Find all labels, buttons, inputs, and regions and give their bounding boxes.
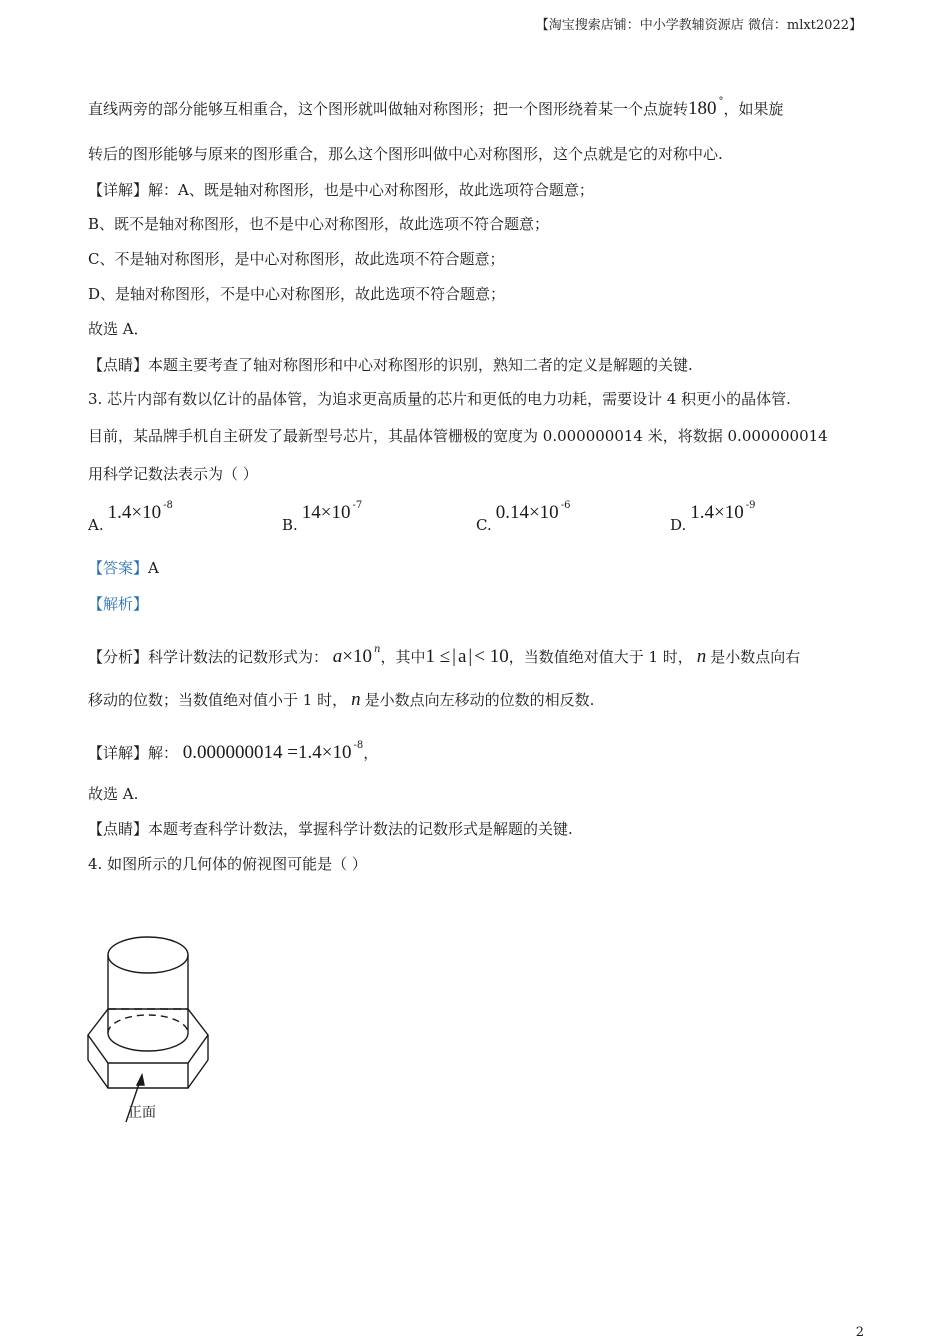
text-line: 转后的图形能够与原来的图形重合，那么这个图形叫做中心对称图形，这个点就是它的对称中心. <box>88 145 723 163</box>
hex-top-face <box>88 1009 208 1063</box>
answer-tag: 【答案】 <box>88 559 149 577</box>
cylinder-bottom-hidden <box>108 1015 188 1033</box>
option-a: A.1.4×10 $^{-8}$ <box>88 500 173 534</box>
option-c: C.0.14×10 $^{-6}$ <box>476 500 571 534</box>
text-line: 故选 A. <box>88 785 139 803</box>
degree-value: 180 <box>688 98 717 119</box>
cylinder-bottom-front <box>108 1033 188 1051</box>
question-3-line: 3. 芯片内部有数以亿计的晶体管，为追求更高质量的芯片和更低的电力功耗，需要设计 4 积更小的晶体管. <box>88 390 791 408</box>
question-4-line: 4. 如图所示的几何体的俯视图可能是（ ） <box>88 855 367 873</box>
text-line: B、既不是轴对称图形，也不是中心对称图形，故此选项不符合题意； <box>88 215 550 233</box>
geometry-figure <box>80 925 220 1125</box>
page-number: 2 <box>855 1325 864 1340</box>
degree-symbol: ° <box>718 96 724 107</box>
page-header: 【淘宝搜索店铺：中小学教辅资源店 微信：mlxt2022】 <box>535 18 862 33</box>
text-line: 【详解】解：A、既是轴对称图形，也是中心对称图形，故此选项符合题意； <box>88 181 594 199</box>
text-line: 故选 A． <box>88 320 149 338</box>
hex-bottom-edge <box>88 1060 208 1088</box>
front-label: 正面 <box>128 1105 156 1121</box>
option-b: B.14×10 $^{-7}$ <box>282 500 363 534</box>
text-line: C、不是轴对称图形，是中心对称图形，故此选项不符合题意； <box>88 250 505 268</box>
text-line: D、是轴对称图形，不是中心对称图形，故此选项不符合题意； <box>88 285 506 303</box>
analysis-tag: 【解析】 <box>88 595 149 613</box>
answer-line <box>88 558 159 578</box>
text-line <box>88 92 784 119</box>
text-span: 直线两旁的部分能够互相重合，这个图形就叫做轴对称图形；把一个图形绕着某一个点旋转 <box>88 100 689 118</box>
cylinder-top <box>108 937 188 973</box>
front-arrow-head <box>137 1075 144 1085</box>
option-d: D.1.4×10 $^{-9}$ <box>670 500 756 534</box>
answer-value: A <box>148 559 159 577</box>
detail-line: 【详解】解： 0.000000014 =1.4×10 $^{-8}$， <box>88 740 379 763</box>
question-3-line: 目前，某品牌手机自主研发了最新型号芯片，其晶体管栅极的宽度为 0.000000014 米，将数据 0.000000014 <box>88 427 828 445</box>
question-3-line: 用科学记数法表示为（ ） <box>88 465 258 483</box>
analysis-line: 移动的位数；当数值绝对值小于 1 时， n 是小数点向左移动的位数的相反数. <box>88 689 595 710</box>
analysis-line: 【分析】科学计数法的记数形式为： a×10 $^n$，其中1 ≤ | a | < 10，当数值绝对值大于 1 时， n 是小数点向右 <box>88 644 801 667</box>
text-line: 【点睛】本题考查科学计数法，掌握科学计数法的记数形式是解题的关键. <box>88 820 573 838</box>
text-line: 【点睛】本题主要考查了轴对称图形和中心对称图形的识别，熟知二者的定义是解题的关键. <box>88 356 693 374</box>
text-span: ，如果旋 <box>723 100 784 118</box>
